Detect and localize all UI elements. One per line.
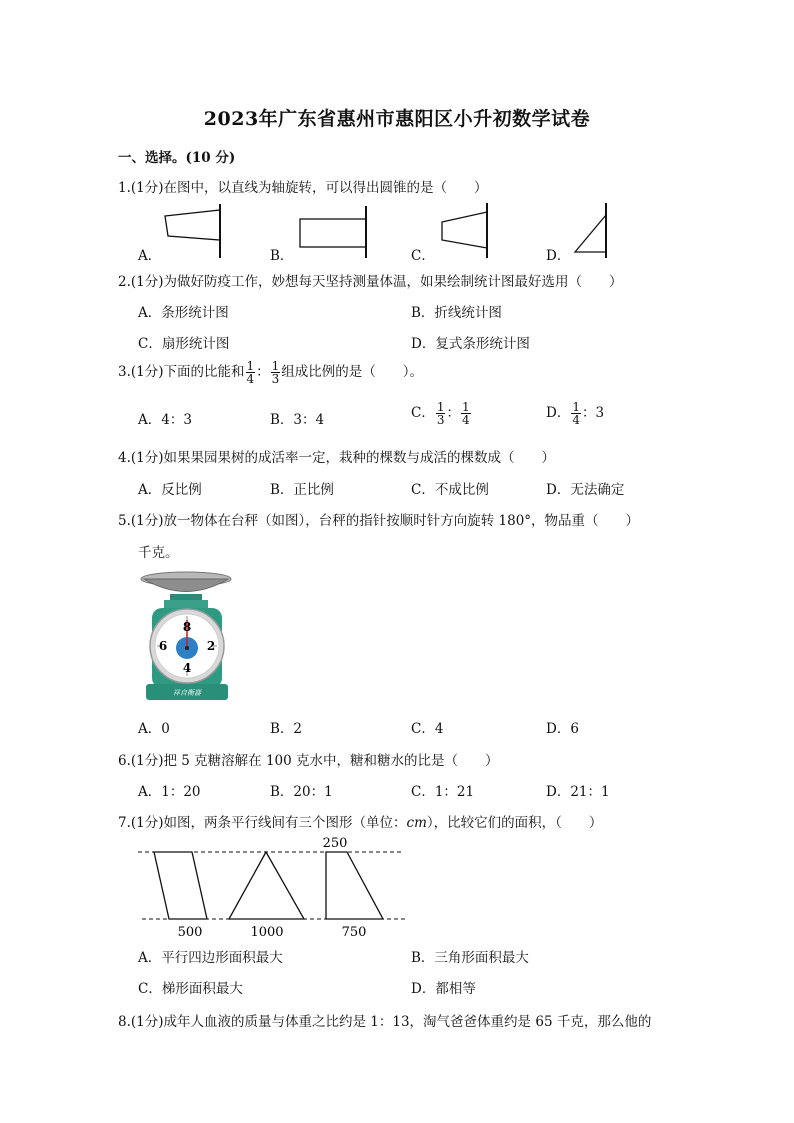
q3-option-b[interactable]: B．3：4 bbox=[270, 412, 325, 428]
q7-option-b[interactable]: B．三角形面积最大 bbox=[411, 950, 529, 966]
triangle-shape bbox=[229, 852, 304, 919]
label-500: 500 bbox=[177, 925, 203, 940]
q7-option-c[interactable]: C．梯形面积最大 bbox=[138, 981, 243, 997]
q1-option-b[interactable]: B． bbox=[270, 248, 294, 264]
q3-option-a[interactable]: A．4：3 bbox=[138, 412, 192, 428]
question-4-stem: 4.(1分)如果果园果树的成活率一定，栽种的棵数与成活的棵数成（ ） bbox=[118, 450, 556, 466]
scale-base-text: 祥自衡器 bbox=[173, 689, 201, 697]
question-5-stem-cont: 千克。 bbox=[138, 545, 179, 561]
section-heading: 一、选择。(10 分) bbox=[118, 150, 236, 166]
q1-option-a[interactable]: A． bbox=[138, 248, 162, 264]
label-1000: 1000 bbox=[250, 925, 284, 940]
q1-figures bbox=[0, 0, 794, 270]
q5-option-b[interactable]: B．2 bbox=[270, 721, 303, 737]
q1-figure-a bbox=[165, 204, 220, 258]
q1-figure-d bbox=[575, 203, 606, 258]
parallelogram-shape bbox=[154, 852, 207, 919]
q5-option-a[interactable]: A．0 bbox=[138, 721, 170, 737]
q3-option-c[interactable]: C． $\frac{1}{3}$ ： $\frac{1}{4}$ bbox=[411, 400, 470, 427]
label-250: 250 bbox=[322, 836, 348, 851]
question-8-stem: 8.(1分)成年人血液的质量与体重之比约是 1：13，淘气爸爸体重约是 65 千克，那么他的 bbox=[118, 1014, 652, 1030]
q3-fraction-1: $\frac{1}{4}$ bbox=[246, 359, 255, 386]
q7-option-d[interactable]: D．都相等 bbox=[411, 981, 476, 997]
q3-option-d[interactable]: D． $\frac{1}{4}$ ：3 bbox=[546, 400, 605, 427]
dial-label-8: 8 bbox=[182, 620, 192, 634]
q2-option-d[interactable]: D．复式条形统计图 bbox=[411, 336, 530, 352]
exam-title: 2023年广东省惠州市惠阳区小升初数学试卷 bbox=[203, 108, 591, 130]
q6-option-a[interactable]: A．1：20 bbox=[138, 784, 201, 800]
q3-stem-part-b: 组成比例的是（ ）。 bbox=[281, 364, 424, 380]
q6-option-b[interactable]: B．20：1 bbox=[270, 784, 333, 800]
q1-figure-b bbox=[300, 206, 366, 258]
question-5-stem: 5.(1分)放一物体在台秤（如图），台秤的指针按顺时针方向旋转 180°，物品重（ ） bbox=[118, 513, 640, 529]
question-1-stem: 1.(1分)在图中，以直线为轴旋转，可以得出圆锥的是（ ） bbox=[118, 180, 488, 196]
q4-option-c[interactable]: C．不成比例 bbox=[411, 482, 489, 498]
question-2-stem: 2.(1分)为做好防疫工作，妙想每天坚持测量体温，如果绘制统计图最好选用（ ） bbox=[118, 274, 623, 290]
question-7-stem: 7.(1分)如图，两条平行线间有三个图形（单位：cm），比较它们的面积，（ ） bbox=[118, 815, 603, 831]
dial-label-4: 4 bbox=[182, 661, 192, 675]
q3-stem-part-a: 3.(1分)下面的比能和 bbox=[118, 364, 245, 380]
q5-option-d[interactable]: D．6 bbox=[546, 721, 579, 737]
q4-option-d[interactable]: D．无法确定 bbox=[546, 482, 625, 498]
q3-fraction-2: $\frac{1}{3}$ bbox=[271, 359, 280, 386]
q4-option-b[interactable]: B．正比例 bbox=[270, 482, 334, 498]
dial-label-2: 2 bbox=[206, 639, 216, 653]
q1-option-d[interactable]: D． bbox=[546, 248, 571, 264]
q5-option-c[interactable]: C．4 bbox=[411, 721, 444, 737]
q7-parallel-figures bbox=[0, 830, 794, 942]
platform-scale-image bbox=[138, 568, 238, 704]
label-750: 750 bbox=[341, 925, 367, 940]
dial-label-6: 6 bbox=[158, 639, 168, 653]
question-3-stem: 3.(1分)下面的比能和 $\frac{1}{4}$ ： $\frac{1}{3}$ 组成比例的是（ ）。 bbox=[118, 359, 424, 386]
q2-option-b[interactable]: B．折线统计图 bbox=[411, 305, 502, 321]
q6-option-c[interactable]: C．1：21 bbox=[411, 784, 475, 800]
q2-option-c[interactable]: C．扇形统计图 bbox=[138, 336, 230, 352]
q1-option-c[interactable]: C． bbox=[411, 248, 435, 264]
q2-option-a[interactable]: A．条形统计图 bbox=[138, 305, 229, 321]
q1-figure-c bbox=[442, 203, 487, 258]
trapezoid-shape bbox=[326, 852, 383, 919]
q7-option-a[interactable]: A．平行四边形面积最大 bbox=[138, 950, 283, 966]
q6-option-d[interactable]: D．21：1 bbox=[546, 784, 610, 800]
question-6-stem: 6.(1分)把 5 克糖溶解在 100 克水中，糖和糖水的比是（ ） bbox=[118, 753, 499, 769]
q4-option-a[interactable]: A．反比例 bbox=[138, 482, 202, 498]
